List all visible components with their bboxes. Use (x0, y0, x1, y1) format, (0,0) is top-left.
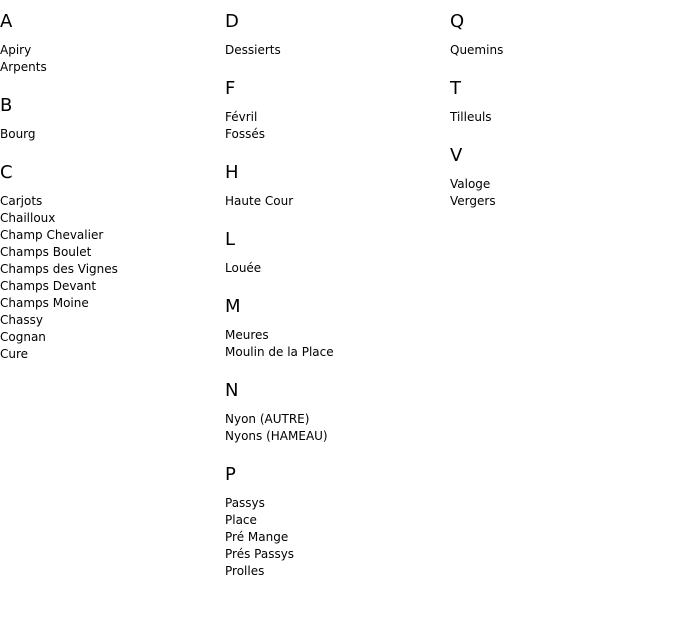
street-list (450, 42, 675, 59)
street-list-item (450, 176, 675, 193)
letter-heading-q: Q (450, 11, 465, 32)
street-list-item (0, 312, 225, 329)
letter-group-b (0, 94, 225, 143)
letter-heading-b: B (0, 95, 13, 116)
letter-group-t (450, 77, 675, 126)
letter-heading-h: H (225, 162, 239, 183)
street-link[interactable]: Place (225, 513, 257, 527)
street-list (225, 109, 450, 143)
street-list-item (225, 529, 450, 546)
street-link[interactable]: Haute Cour (225, 194, 294, 208)
letter-group-c (0, 161, 225, 363)
letter-heading-m: M (225, 296, 241, 317)
letter-heading-n: N (225, 380, 239, 401)
street-index-column-1 (0, 10, 225, 381)
street-link[interactable]: Vergers (450, 194, 496, 208)
street-link[interactable]: Champ Chevalier (0, 228, 104, 242)
street-link[interactable]: Carjots (0, 194, 43, 208)
street-list-item (0, 278, 225, 295)
street-list (225, 42, 450, 59)
letter-group-l (225, 228, 450, 277)
street-list-item (0, 261, 225, 278)
street-link[interactable]: Tilleuls (450, 110, 492, 124)
street-list (225, 411, 450, 445)
street-list-item (225, 42, 450, 59)
street-link[interactable]: Nyon (AUTRE) (225, 412, 310, 426)
street-list-item (0, 193, 225, 210)
street-link[interactable]: Prolles (225, 564, 265, 578)
street-list-item (0, 295, 225, 312)
street-index-column-3 (450, 10, 675, 228)
street-list-item (225, 411, 450, 428)
street-list-item (225, 260, 450, 277)
street-index-column-2 (225, 10, 450, 598)
street-list-item (0, 42, 225, 59)
street-link[interactable]: Champs Boulet (0, 245, 92, 259)
street-list-item (225, 327, 450, 344)
street-link[interactable]: Champs Moine (0, 296, 89, 310)
street-link[interactable]: Valoge (450, 177, 491, 191)
street-list (0, 126, 225, 143)
street-link[interactable]: Moulin de la Place (225, 345, 334, 359)
street-list-item (225, 546, 450, 563)
letter-heading-t: T (450, 78, 461, 99)
street-list-item (225, 428, 450, 445)
street-link[interactable]: Champs Devant (0, 279, 97, 293)
letter-group-d (225, 10, 450, 59)
street-list-item (225, 126, 450, 143)
street-link[interactable]: Févril (225, 110, 258, 124)
street-list-item (0, 227, 225, 244)
street-list-item (0, 59, 225, 76)
street-list-item (225, 109, 450, 126)
street-list-item (225, 563, 450, 580)
street-list (225, 495, 450, 580)
street-link[interactable]: Dessierts (225, 43, 281, 57)
letter-heading-a: A (0, 11, 13, 32)
street-link[interactable]: Arpents (0, 60, 47, 74)
letter-group-p (225, 463, 450, 580)
letter-heading-c: C (0, 162, 13, 183)
letter-heading-p: P (225, 464, 236, 485)
street-list (0, 42, 225, 76)
street-link[interactable]: Quemins (450, 43, 504, 57)
street-list-item (225, 512, 450, 529)
letter-group-f (225, 77, 450, 143)
street-link[interactable]: Louée (225, 261, 262, 275)
street-link[interactable]: Cognan (0, 330, 46, 344)
street-link[interactable]: Bourg (0, 127, 36, 141)
street-list (450, 109, 675, 126)
street-list-item (0, 126, 225, 143)
street-list (0, 193, 225, 363)
street-link[interactable]: Passys (225, 496, 265, 510)
street-link[interactable]: Chailloux (0, 211, 56, 225)
street-link[interactable]: Champs des Vignes (0, 262, 118, 276)
letter-heading-f: F (225, 78, 236, 99)
letter-group-q (450, 10, 675, 59)
street-link[interactable]: Pré Mange (225, 530, 289, 544)
street-link[interactable]: Nyons (HAMEAU) (225, 429, 328, 443)
street-list-item (225, 495, 450, 512)
street-list-item (0, 210, 225, 227)
street-list-item (225, 193, 450, 210)
street-link[interactable]: Prés Passys (225, 547, 295, 561)
letter-group-v (450, 144, 675, 210)
letter-group-n (225, 379, 450, 445)
street-link[interactable]: Cure (0, 347, 29, 361)
street-list-item (450, 109, 675, 126)
street-list-item (0, 244, 225, 261)
letter-heading-v: V (450, 145, 463, 166)
street-list-item (225, 344, 450, 361)
street-list-item (0, 346, 225, 363)
street-link[interactable]: Meures (225, 328, 269, 342)
street-list (225, 260, 450, 277)
street-link[interactable]: Apiry (0, 43, 32, 57)
street-list-item (450, 42, 675, 59)
street-list (225, 327, 450, 361)
letter-heading-d: D (225, 11, 239, 32)
street-list (225, 193, 450, 210)
letter-group-h (225, 161, 450, 210)
street-link[interactable]: Chassy (0, 313, 43, 327)
street-list-item (0, 329, 225, 346)
letter-heading-l: L (225, 229, 236, 250)
street-list (450, 176, 675, 210)
street-link[interactable]: Fossés (225, 127, 265, 141)
letter-group-a (0, 10, 225, 76)
letter-group-m (225, 295, 450, 361)
street-list-item (450, 193, 675, 210)
